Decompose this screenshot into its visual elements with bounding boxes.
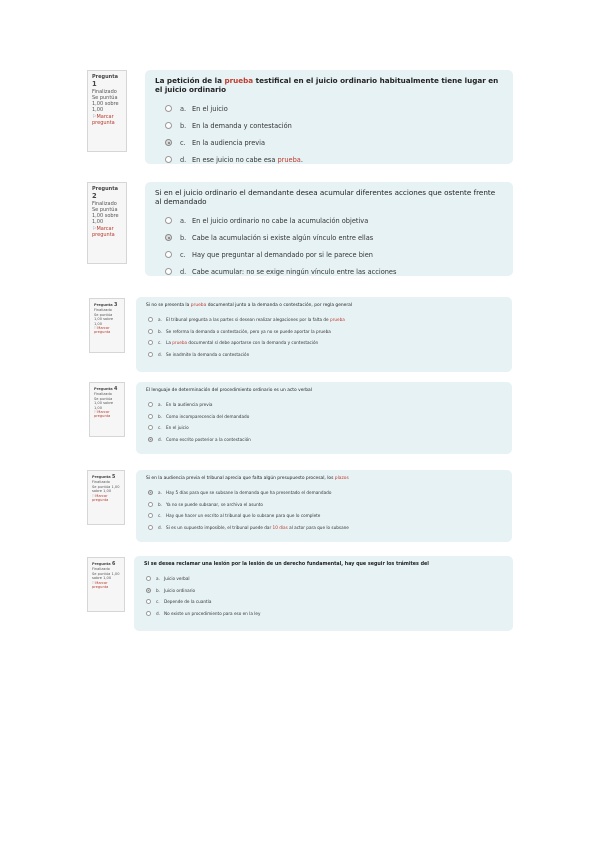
question-info [87, 470, 125, 525]
question-grade: Se puntúa 1,00 sobre 1,00 [94, 396, 114, 410]
question-text: Si en la audiencia previa el tribunal aprecia que falta algún presupuesto procesal, los plazos [146, 476, 349, 481]
question-content [136, 470, 512, 542]
answer-option-b[interactable]: b. En la demanda y contestación [165, 117, 503, 134]
question-content [136, 297, 512, 372]
question-text: El lenguaje de determinación del procedimiento ordinario es un acto verbal [146, 388, 312, 393]
radio-button[interactable] [148, 317, 153, 322]
radio-button[interactable] [146, 611, 151, 616]
question-content [145, 182, 513, 276]
flag-question-link[interactable]: ⚐ Marcar pregunta [92, 581, 120, 590]
radio-button[interactable] [148, 425, 153, 430]
radio-button[interactable] [148, 352, 153, 357]
radio-button[interactable] [165, 251, 172, 258]
question-number: Pregunta 4 [94, 386, 118, 392]
question-info [87, 182, 127, 264]
question-text: Si no se presenta la prueba documental junto a la demanda o contestación, por regla general [146, 303, 353, 308]
radio-button[interactable] [148, 525, 153, 530]
question-text: Si en el juicio ordinario el demandante desea acumular diferentes acciones que ostente frente al demandado [155, 188, 496, 206]
question-grade: Se puntúa 1,00 sobre 1,00 [92, 571, 120, 581]
answer-option-c[interactable]: c. Hay que hacer un escrito al tribunal que lo subsane para que lo complete [148, 510, 502, 522]
answer-option-a[interactable]: a. Juicio verbal [146, 573, 503, 585]
answer-option-d[interactable]: d. Cabe acumular: no se exige ningún vínculo entre las acciones [165, 263, 503, 280]
question-info [87, 557, 125, 612]
question-grade: Se puntúa 1,00 sobre 1,00 [92, 484, 120, 494]
answer-option-b[interactable]: b. Cabe la acumulación si existe algún vínculo entre ellas [165, 229, 503, 246]
question-content [145, 70, 513, 164]
answer-option-a[interactable]: a. En la audiencia previa [148, 399, 502, 411]
answer-option-c[interactable]: c. La prueba documental sí debe aportarse con la demanda y contestación [148, 337, 502, 349]
answer-option-b[interactable]: b. Se reforma la demanda o contestación, pero ya no se puede aportar la prueba [148, 326, 502, 338]
answer-option-d[interactable]: d. Se inadmite la demanda o contestación [148, 349, 502, 361]
question-number: Pregunta 1 [92, 74, 118, 89]
radio-button[interactable] [148, 340, 153, 345]
answer-option-c[interactable]: c. Depende de la cuantía [146, 596, 503, 608]
radio-button[interactable] [148, 329, 153, 334]
radio-button[interactable] [146, 599, 151, 604]
question-state: Finalizado [94, 392, 112, 397]
flag-question-link[interactable]: ⚐ Marcar pregunta [92, 114, 122, 127]
question-text: La petición de la prueba testifical en el juicio ordinario habitualmente tiene lugar en el juicio ordinario [155, 76, 499, 94]
radio-button-selected[interactable] [146, 588, 151, 593]
flag-question-link[interactable]: ⚐ Marcar pregunta [94, 326, 120, 335]
answer-option-c[interactable]: c. En la audiencia previa [165, 134, 503, 151]
question-info [87, 70, 127, 152]
flag-question-link[interactable]: ⚐ Marcar pregunta [92, 226, 122, 239]
radio-button[interactable] [148, 513, 153, 518]
question-state: Finalizado [92, 480, 110, 485]
answer-option-b[interactable]: b. Juicio ordinario [146, 585, 503, 597]
radio-button[interactable] [148, 502, 153, 507]
question-info [89, 298, 125, 353]
answer-option-d[interactable]: d. En ese juicio no cabe esa prueba. [165, 151, 503, 168]
radio-button-selected[interactable] [148, 490, 153, 495]
answer-option-b[interactable]: b. Como incomparecencia del demandado [148, 411, 502, 423]
answer-option-a[interactable]: a. El tribunal pregunta a las partes si desean realizar alegaciones por la falta de prueba [148, 314, 502, 326]
radio-button[interactable] [165, 217, 172, 224]
question-info [89, 382, 125, 437]
answer-option-a[interactable]: a. Hay 5 días para que se subsane la demanda que ha presentado el demandado [148, 487, 502, 499]
radio-button[interactable] [146, 576, 151, 581]
flag-question-link[interactable]: ⚐ Marcar pregunta [92, 494, 120, 503]
radio-button[interactable] [148, 402, 153, 407]
radio-button-selected[interactable] [148, 437, 153, 442]
radio-button[interactable] [165, 122, 172, 129]
question-content [136, 382, 512, 454]
radio-button-selected[interactable] [165, 139, 172, 146]
answer-option-c[interactable]: c. En el juicio [148, 422, 502, 434]
answer-option-a[interactable]: a. En el juicio [165, 100, 503, 117]
radio-button[interactable] [165, 156, 172, 163]
question-grade: Se puntúa 1,00 sobre 1,00 [92, 206, 119, 226]
flag-question-link[interactable]: ⚐ Marcar pregunta [94, 410, 120, 419]
question-content [134, 556, 513, 631]
answer-option-d[interactable]: d. No existe un procedimiento para eso en la ley [146, 608, 503, 620]
question-state: Finalizado [94, 308, 112, 313]
answer-option-d[interactable]: d. Como escrito posterior a la contestación [148, 434, 502, 446]
radio-button[interactable] [165, 268, 172, 275]
radio-button[interactable] [165, 105, 172, 112]
answer-option-d[interactable]: d. Si es un supuesto imposible, el tribunal puede dar 10 días al actor para que lo subsane [148, 522, 502, 534]
question-number: Pregunta 2 [92, 186, 118, 201]
question-state: Finalizado [92, 200, 117, 207]
question-number: Pregunta 5 [92, 474, 116, 480]
answer-option-c[interactable]: c. Hay que preguntar al demandado por si le parece bien [165, 246, 503, 263]
question-state: Finalizado [92, 567, 110, 572]
answer-option-a[interactable]: a. En el juicio ordinario no cabe la acumulación objetiva [165, 212, 503, 229]
question-state: Finalizado [92, 88, 117, 95]
radio-button[interactable] [148, 414, 153, 419]
question-number: Pregunta 3 [94, 302, 118, 308]
question-grade: Se puntúa 1,00 sobre 1,00 [94, 312, 114, 326]
question-number: Pregunta 6 [92, 561, 116, 567]
question-text: Si se desea reclamar una lesión por la lesión de un derecho fundamental, hay que seguir los trámites del [144, 562, 429, 567]
question-grade: Se puntúa 1,00 sobre 1,00 [92, 94, 119, 114]
radio-button-selected[interactable] [165, 234, 172, 241]
answer-option-b[interactable]: b. Ya no se puede subsanar, se archiva el asunto [148, 499, 502, 511]
